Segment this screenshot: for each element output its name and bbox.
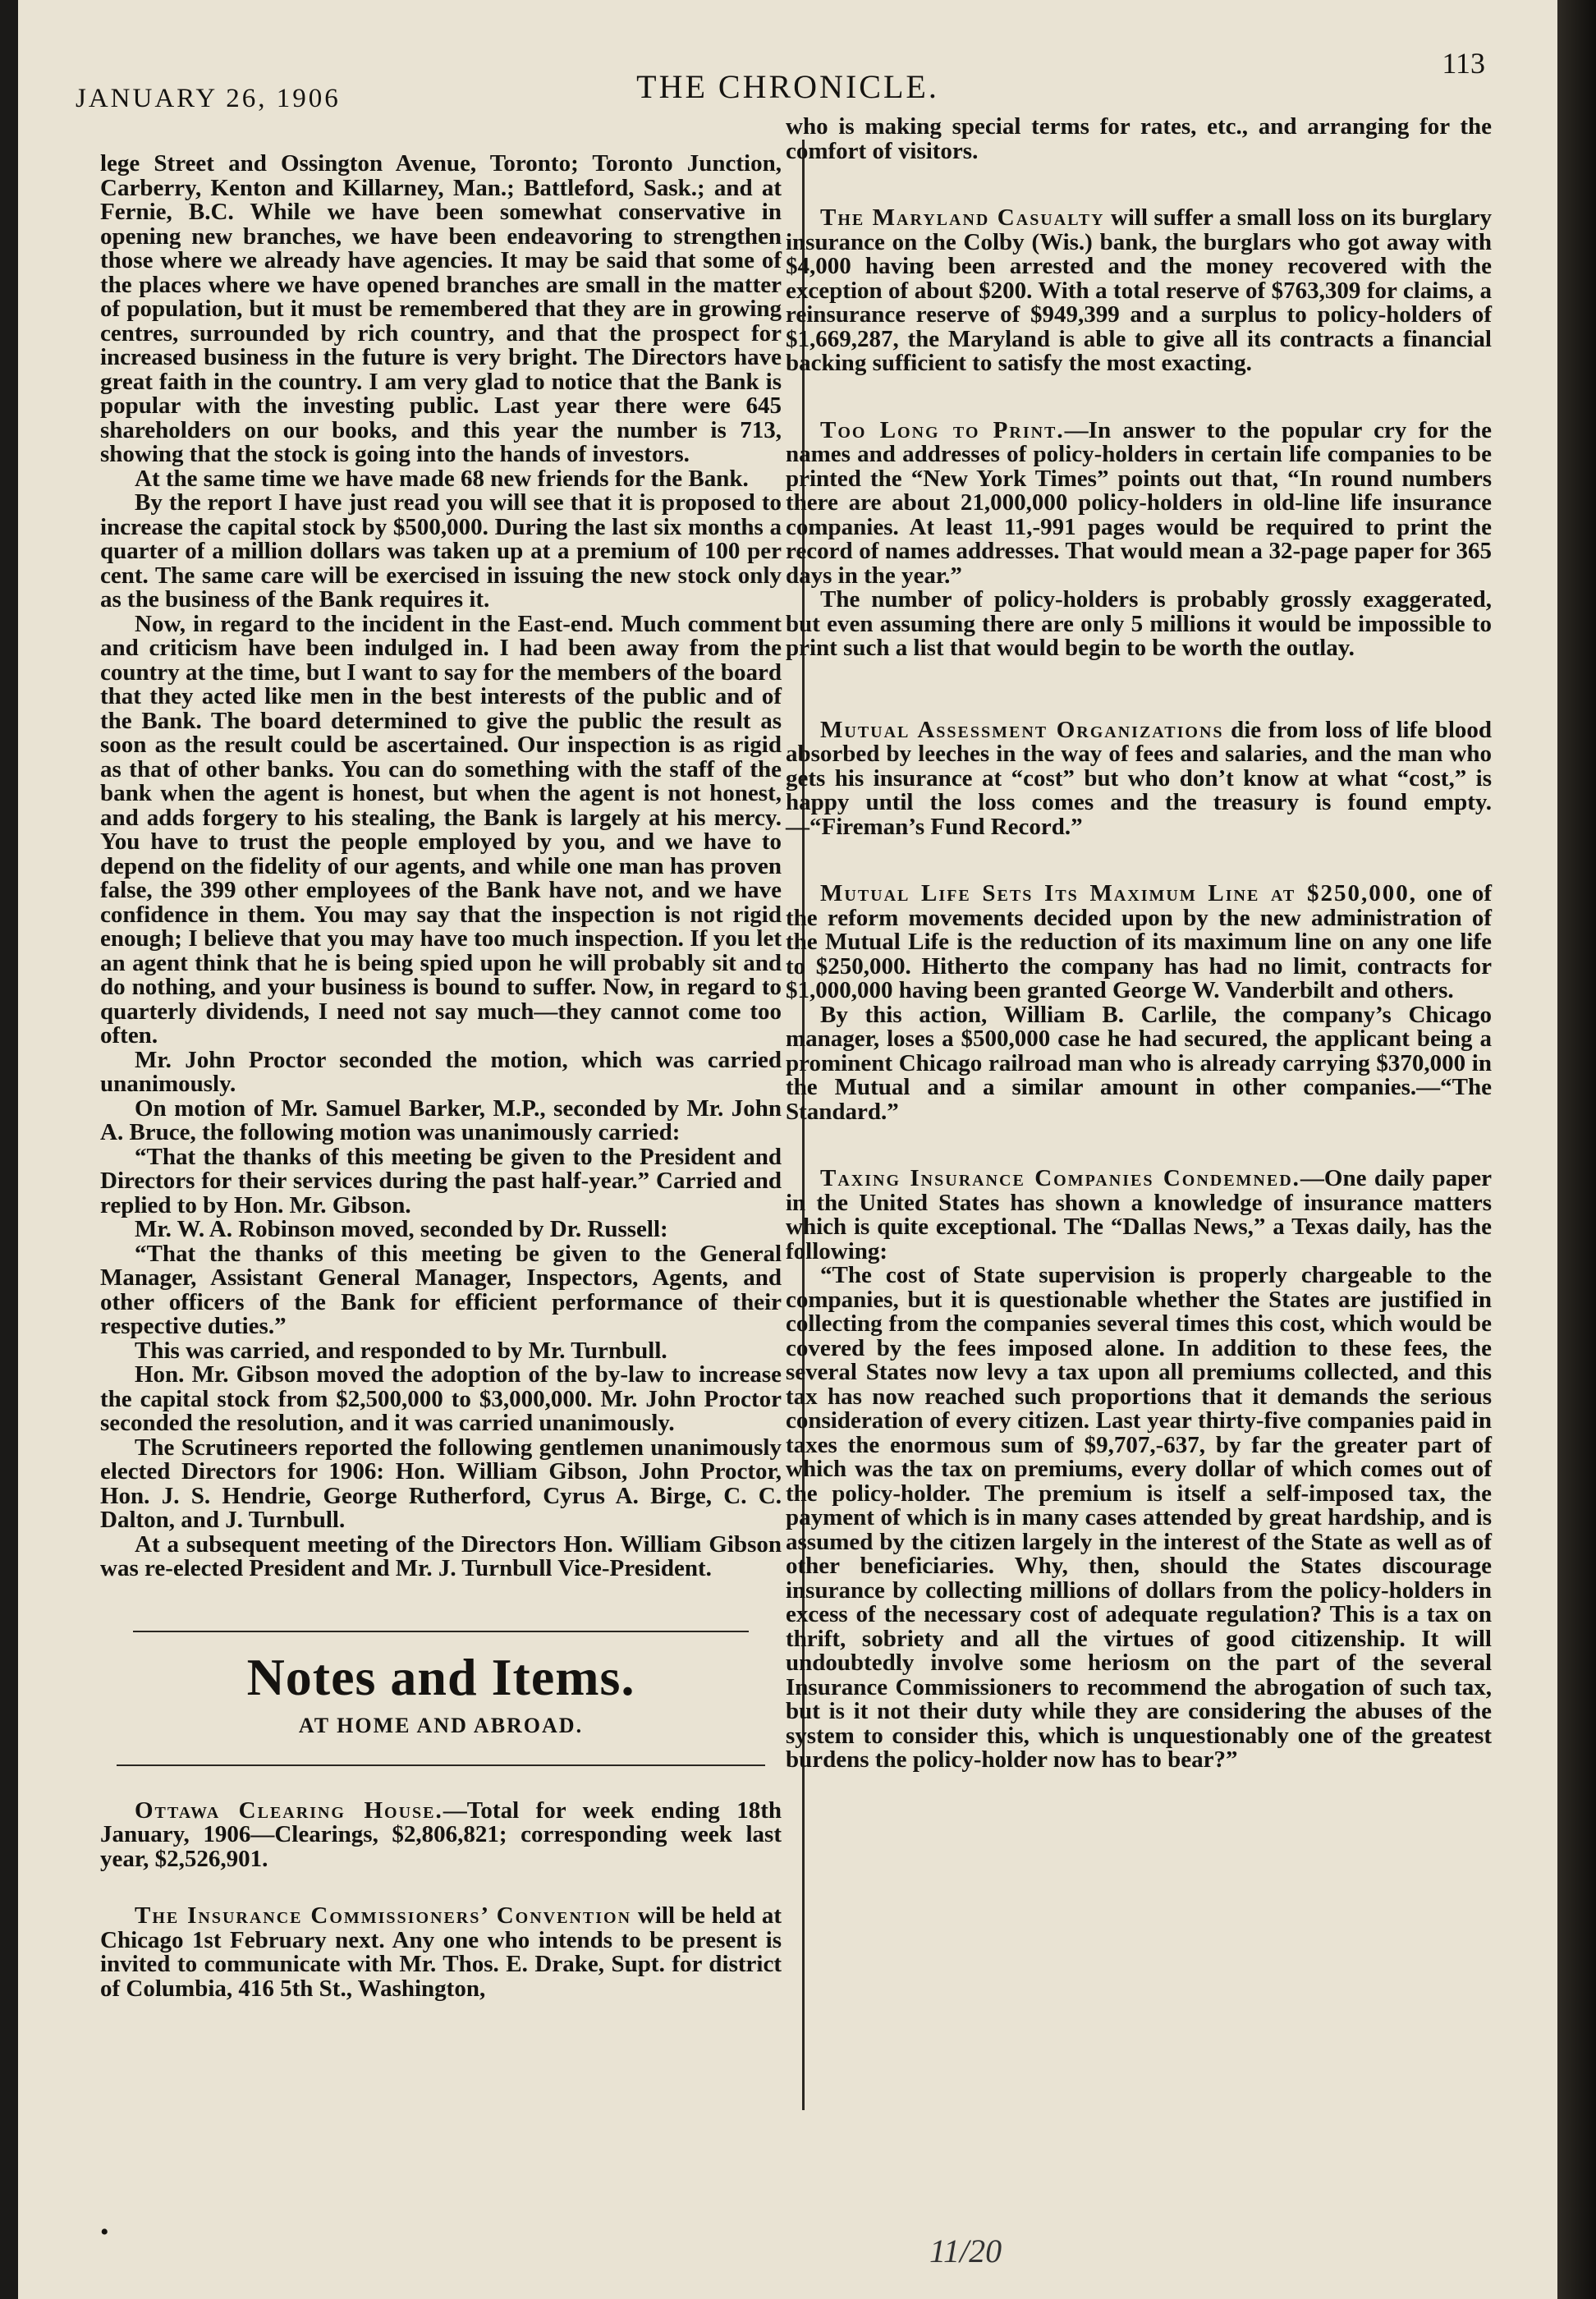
article-paragraph: “That the thanks of this meeting be given to the General Manager, Assistant General Manager, Inspectors, Agents, and other officers of the Bank for efficient performance of their respective duties.” xyxy=(100,1240,782,1339)
item-heading: Mutual Assessment Organizations xyxy=(820,716,1224,743)
item-heading: The Maryland Casualty xyxy=(820,204,1105,231)
article-paragraph: At a subsequent meeting of the Directors Hon. William Gibson was re-elected President and Mr. J. Turnbull Vice-President. xyxy=(100,1530,782,1581)
newspaper-page xyxy=(18,0,1557,2299)
news-item-too-long xyxy=(786,416,1492,589)
publication-title: THE CHRONICLE. xyxy=(636,68,939,105)
item-heading: The Insurance Commissioners’ Convention xyxy=(135,1902,632,1929)
item-text: —Total for week ending 18th January, 1906—Clearings, $2,806,821; corresponding week last year, $2,526,901. xyxy=(100,1797,782,1872)
item-text: —In answer to the popular cry for the names and addresses of policy-holders in certain life companies to be printed the “New York Times” points out that, “In round numbers there are about 21,000,000 policy-holders in old-line life insurance companies. At least 11,-991 pages would be required to print the record of names addresses. That would mean a 32-page paper for 365 days in the year.” xyxy=(786,416,1492,589)
continuation-text: who is making special terms for rates, etc., and arranging for the comfort of visitors. xyxy=(786,113,1492,164)
section-title: Notes and Items. xyxy=(246,1647,635,1706)
item-heading: Ottawa Clearing House. xyxy=(135,1797,443,1824)
subtitle-rule xyxy=(117,1764,765,1766)
article-paragraph: Mr. John Proctor seconded the motion, which was carried unanimously. xyxy=(100,1046,782,1097)
news-item-mutual-assessment xyxy=(786,718,1492,840)
article-paragraph: The number of policy-holders is probably grossly exaggerated, but even assuming there are only 5 millions it would be impossible to print such a list that would begin to be worth the outlay. xyxy=(786,586,1492,661)
item-text: —One daily paper in the United States has shown a knowledge of insurance matters which is quite exceptional. The “Dallas News,” a Texas daily, has the following: xyxy=(786,1165,1492,1264)
article-paragraph: lege Street and Ossington Avenue, Toronto; Toronto Junction, Carberry, Kenton and Killarney, Man.; Battleford, Sask.; and at Fernie, B.C. While we have been somewhat conservative in opening new branches, we have been endeavoring to strengthen those where we already have agencies. It may be said that some of the places where we have opened branches are small in the matter of population, but it must be remembered that they are in growing centres, surrounded by rich country, and that the prospect for increased business in the future is very bright. The Directors have great faith in the country. I am very glad to notice that the Bank is popular with the investing public. Last year there were 645 shareholders on our books, and this year the number is 713, showing that the stock is going into the hands of investors. xyxy=(100,150,782,467)
item-heading: Mutual Life Sets Its Maximum Line at $250,000, xyxy=(820,880,1417,906)
margin-mark: • xyxy=(100,2219,109,2246)
handwritten-note: 11/20 xyxy=(929,2232,1002,2269)
item-heading: Too Long to Print. xyxy=(820,416,1065,443)
article-paragraph: Mr. W. A. Robinson moved, seconded by Dr. Russell: xyxy=(135,1216,668,1242)
article-paragraph: Now, in regard to the incident in the East-end. Much comment and criticism have been indulged in. I had been away from the country at the time, but I want to say for the members of the board that they acted like men in the best interests of the public and of the Bank. The board determined to give the public the result as soon as the result could be ascertained. Our inspection is as rigid as that of other banks. You can do something with the staff of the bank when the agent is honest, but when the agent is not honest, and adds forgery to his stealing, the Bank is largely at his mercy. You have to trust the people employed by you, and we have to depend on the fidelity of our agents, and while one man has proven false, the 399 other employees of the Bank have not, and we have confidence in them. You may say that the inspection is not rigid enough; I believe that you may have too much inspection. If you let an agent think that he is being spied upon he will probably sit and do nothing, and your business is bound to suffer. Now, in regard to quarterly dividends, I need not say much—they cannot come too often. xyxy=(100,610,782,1049)
quoted-passage: “The cost of State supervision is properly chargeable to the companies, but it is questionable whether the States are justified in collecting from the companies several times this cost, which would be covered by the fees imposed alone. In addition to these fees, the several States now levy a tax upon all premiums collected, and this tax has now reached such proportions that it demands the serious consideration of every citizen. Last year thirty-five companies paid in taxes the enormous sum of $9,707,-637, by far the greater part of which was the tax on premiums, every dollar of which comes out of the policy-holder. The premium is itself a self-imposed tax, the payment of which is in many cases attended by great hardship, and is assumed by the citizen largely in the interest of the State as well as of other beneficiaries. Why, then, should the States discourage insurance by collecting millions of dollars from the policy-holders in excess of the necessary cost of adequate regulation? This is a tax on thrift, sobriety and all the virtues of good citizenship. It will undoubtedly involve some heriosm on the part of the several Insurance Commissioners to recommend the abrogation of such tax, but is it not their duty while they are considering the abuses of the system to consider this, which is unquestionably one of the greatest burdens the policy-holder now has to bear?” xyxy=(786,1262,1492,1773)
right-column xyxy=(786,115,1492,1773)
item-text: will be held at Chicago 1st February next. Any one who intends to be present is invited to communicate with Mr. Thos. E. Drake, Supt. for district of Columbia, 416 5th St., Washington, xyxy=(100,1902,782,2002)
section-subtitle: AT HOME AND ABROAD. xyxy=(298,1714,584,1737)
section-rule xyxy=(133,1631,749,1632)
item-text: one of the reform movements decided upon by the new administration of the Mutual Life is the reduction of its maximum line on any one life to $250,000. Hitherto the company has had no limit, contracts for $1,000,000 having been granted George W. Vanderbilt and others. xyxy=(786,880,1492,1003)
article-paragraph: On motion of Mr. Samuel Barker, M.P., seconded by Mr. John A. Bruce, the following motion was unanimously carried: xyxy=(100,1094,782,1145)
article-paragraph: “That the thanks of this meeting be given to the President and Directors for their services during the past half-year.” Carried and replied to by Hon. Mr. Gibson. xyxy=(100,1143,782,1218)
news-item-maryland xyxy=(786,206,1492,376)
item-text: die from loss of life blood absorbed by leeches in the way of fees and salaries, and the man who gets his insurance at “cost” but who don’t know at what “cost,” is happy until the loss comes and the treasury is found empty.—“Fireman’s Fund Record.” xyxy=(786,716,1493,840)
article-paragraph: At the same time we have made 68 new friends for the Bank. xyxy=(135,465,749,492)
news-item-taxing xyxy=(786,1167,1492,1264)
book-spine xyxy=(1557,0,1596,2299)
item-text: will suffer a small loss on its burglary insurance on the Colby (Wis.) bank, the burglars who got away with $4,000 having been arrested and the money recovered with the exception of about $200. With a total reserve of $763,309 for claims, a reinsurance reserve of $949,399 and a surplus to policy-holders of $1,669,287, the Maryland is able to give all its contracts a financial backing sufficient to satisfy the most exacting. xyxy=(786,204,1493,376)
issue-date: JANUARY 26, 1906 xyxy=(76,84,341,113)
article-paragraph: This was carried, and responded to by Mr. Turnbull. xyxy=(135,1337,667,1364)
left-column xyxy=(100,152,782,2001)
article-paragraph: By the report I have just read you will see that it is proposed to increase the capital stock by $500,000. During the last six months a quarter of a million dollars was taken up at a premium of 100 per cent. The same care will be exercised in issuing the new stock only as the business of the Bank requires it. xyxy=(100,489,782,613)
news-item-mutual-life xyxy=(786,882,1492,1003)
page-header xyxy=(18,33,1557,115)
article-paragraph: Hon. Mr. Gibson moved the adoption of the by-law to increase the capital stock from $2,500,000 to $3,000,000. Mr. John Proctor seconded the resolution, and it was carried unanimously. xyxy=(100,1361,782,1436)
article-paragraph: By this action, William B. Carlile, the company’s Chicago manager, loses a $500,000 case he had secured, the applicant being a prominent Chicago railroad man who is already carrying $370,000 in the Mutual and a similar amount in other companies.—“The Standard.” xyxy=(786,1001,1492,1125)
article-paragraph: The Scrutineers reported the following gentlemen unanimously elected Directors for 1906: Hon. William Gibson, John Proctor, Hon. J. S. Hendrie, George Rutherford, Cyrus A. Birge, C. C. Dalton, and J. Turnbull. xyxy=(100,1434,782,1533)
page-number: 113 xyxy=(1442,47,1485,80)
item-heading: Taxing Insurance Companies Condemned. xyxy=(820,1165,1300,1191)
news-item-commissioners xyxy=(100,1904,782,2001)
news-item-ottawa xyxy=(100,1799,782,1872)
